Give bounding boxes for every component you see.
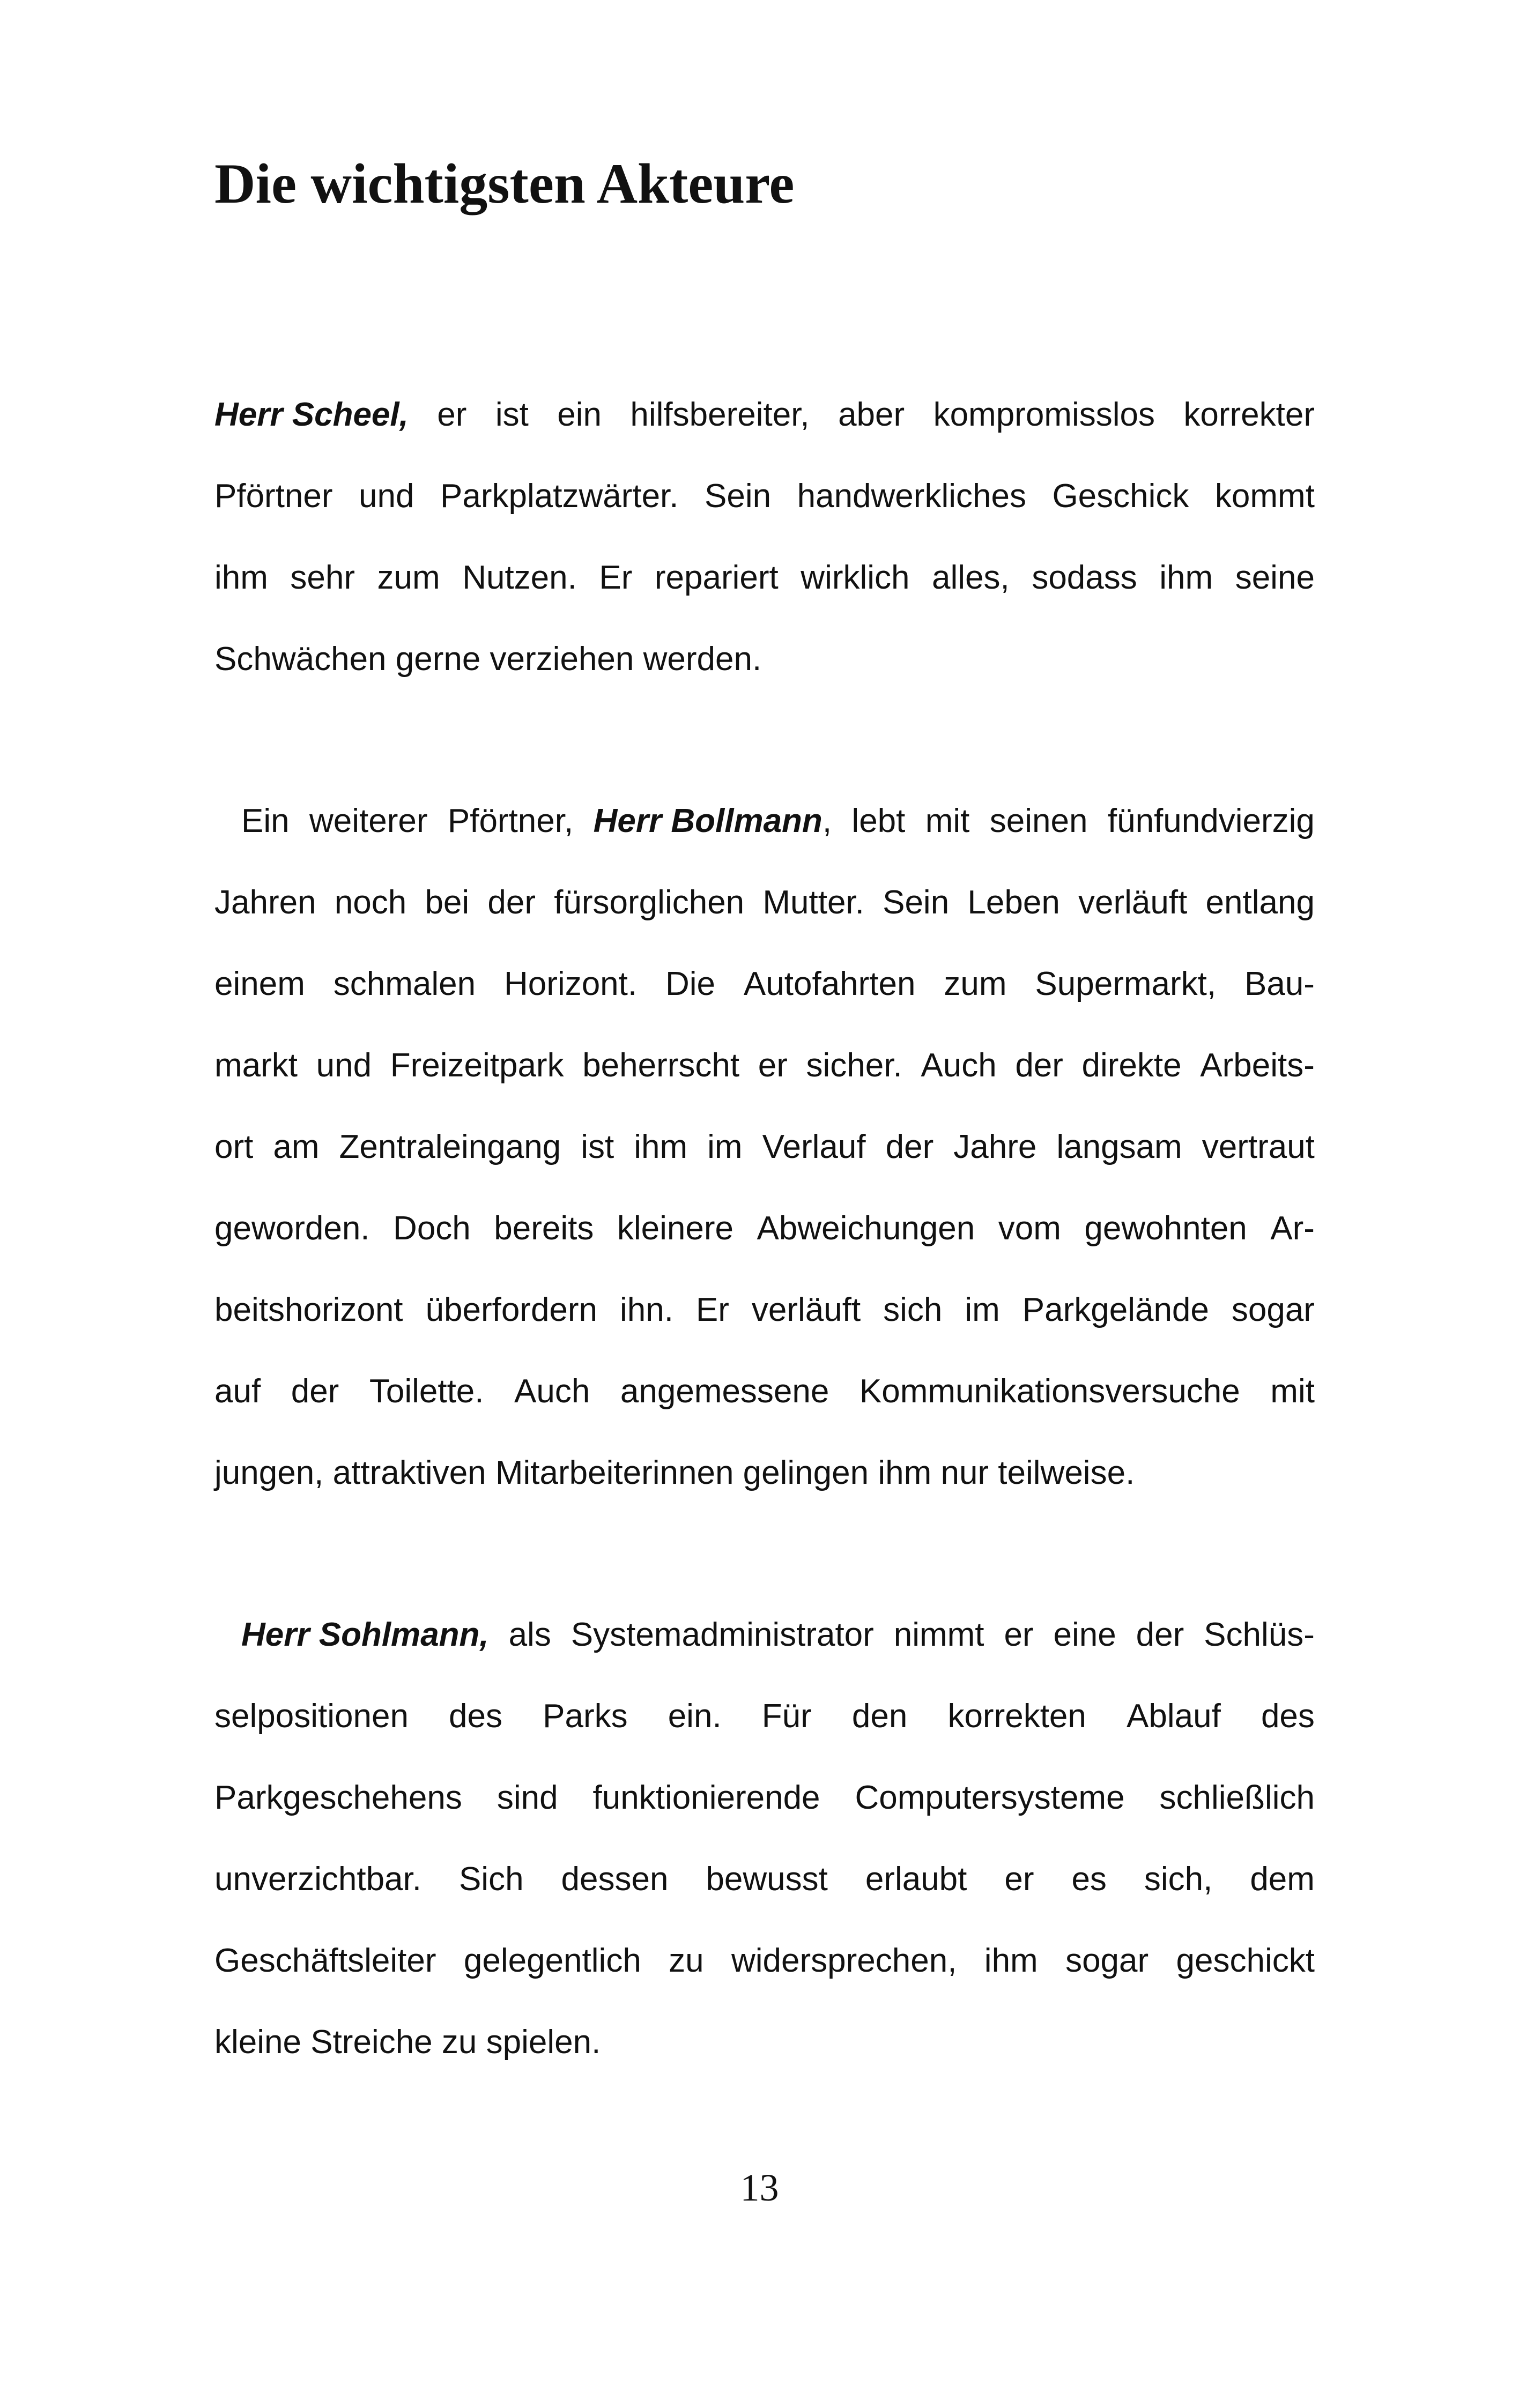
- word: ist: [581, 1128, 614, 1165]
- word: handwerkliches: [797, 477, 1026, 515]
- word: Pförtner,: [447, 802, 574, 839]
- page-title: Die wichtigsten Akteure: [214, 152, 795, 215]
- line-text: jungen, attraktiven Mitarbeiterinnen gelingen ihm nur teilweise.: [214, 1454, 1135, 1491]
- word: langsam: [1056, 1128, 1182, 1165]
- word: Ar-: [1270, 1209, 1315, 1247]
- word: der: [487, 883, 536, 921]
- word: ist: [495, 396, 529, 433]
- word: Parkplatzwärter.: [440, 477, 679, 515]
- word: Parkgeschehens: [214, 1779, 462, 1816]
- word: Auch: [514, 1372, 590, 1410]
- word: nimmt: [893, 1616, 984, 1653]
- word: er: [1004, 1860, 1034, 1898]
- word: sind: [497, 1779, 558, 1816]
- text-line: [214, 1920, 1315, 2001]
- word: funktionierende: [592, 1779, 820, 1816]
- word: den: [851, 1697, 908, 1735]
- word: vom: [998, 1209, 1061, 1247]
- word: ein: [557, 396, 602, 433]
- word: beitshorizont: [214, 1291, 403, 1328]
- word: Mutter.: [762, 883, 864, 921]
- word: Ablauf: [1127, 1697, 1221, 1735]
- word: es: [1071, 1860, 1107, 1898]
- word: Geschäftsleiter: [214, 1942, 436, 1979]
- word: ihm: [634, 1128, 688, 1165]
- text-line: [214, 943, 1315, 1024]
- word: schließlich: [1159, 1779, 1315, 1816]
- word: der: [291, 1372, 339, 1410]
- word: auf: [214, 1372, 261, 1410]
- word: entlang: [1205, 883, 1315, 921]
- word: dem: [1250, 1860, 1315, 1898]
- word: Sein: [705, 477, 772, 515]
- word: schmalen: [333, 965, 476, 1002]
- word: Nutzen.: [462, 559, 577, 596]
- word: Schlüs-: [1204, 1616, 1315, 1653]
- word: Jahren: [214, 883, 316, 921]
- text-line: [214, 1106, 1315, 1187]
- word: sogar: [1065, 1942, 1149, 1979]
- word: selpositionen: [214, 1697, 409, 1735]
- word: Autofahrten: [743, 965, 916, 1002]
- text-line: [214, 780, 1315, 861]
- word: Er: [599, 559, 633, 596]
- word: noch: [334, 883, 407, 921]
- word: hilfsbereiter,: [630, 396, 810, 433]
- word: ihn.: [620, 1291, 673, 1328]
- word: ihm: [214, 559, 268, 596]
- word: Ein: [241, 802, 290, 839]
- word: am: [273, 1128, 320, 1165]
- paragraph-herr-bollmann: [214, 780, 1315, 1513]
- word: vertraut: [1202, 1128, 1315, 1165]
- word: sodass: [1032, 559, 1137, 596]
- text-line: [214, 1024, 1315, 1106]
- word: einem: [214, 965, 305, 1002]
- text-line: [214, 1757, 1315, 1838]
- word: der: [1015, 1046, 1063, 1084]
- text-line: [214, 1432, 1315, 1513]
- word: unverzichtbar.: [214, 1860, 421, 1898]
- word: korrekten: [947, 1697, 1086, 1735]
- word: bei: [425, 883, 470, 921]
- word: zum: [377, 559, 440, 596]
- word: weiterer: [309, 802, 428, 839]
- word: aber: [838, 396, 905, 433]
- word: markt: [214, 1046, 298, 1084]
- word: ihm: [984, 1942, 1038, 1979]
- word: dessen: [561, 1860, 669, 1898]
- word: und: [316, 1046, 372, 1084]
- word: lebt: [851, 802, 906, 839]
- word: Toilette.: [369, 1372, 484, 1410]
- word: gewohnten: [1084, 1209, 1247, 1247]
- word: beherrscht: [582, 1046, 740, 1084]
- word: alles,: [932, 559, 1010, 596]
- word: Horizont.: [504, 965, 638, 1002]
- word: er: [758, 1046, 788, 1084]
- word: geschickt: [1176, 1942, 1315, 1979]
- text-line: [214, 861, 1315, 943]
- word: Zentraleingang: [339, 1128, 561, 1165]
- word: im: [965, 1291, 1000, 1328]
- text-line: [214, 374, 1315, 455]
- word: eine: [1053, 1616, 1116, 1653]
- word: Sich: [458, 1860, 524, 1898]
- word: Jahre: [953, 1128, 1037, 1165]
- word: ihm: [1159, 559, 1213, 596]
- word: Arbeits-: [1200, 1046, 1315, 1084]
- text-line: [214, 537, 1315, 618]
- paragraph-herr-scheel: [214, 374, 1315, 700]
- word: kompromisslos: [933, 396, 1155, 433]
- character-name: Herr Scheel,: [214, 396, 409, 433]
- paragraph-herr-sohlmann: [214, 1594, 1315, 2083]
- word: er: [437, 396, 467, 433]
- word: kommt: [1214, 477, 1315, 515]
- text-line: [214, 1187, 1315, 1269]
- word: korrekter: [1183, 396, 1315, 433]
- word: Für: [761, 1697, 812, 1735]
- word: überfordern: [425, 1291, 598, 1328]
- word: Die: [665, 965, 716, 1002]
- word: sehr: [290, 559, 355, 596]
- word: Abweichungen: [757, 1209, 975, 1247]
- text-line: [214, 2001, 1315, 2083]
- word: mit: [1270, 1372, 1315, 1410]
- word: bewusst: [706, 1860, 828, 1898]
- page-number: 13: [740, 2166, 779, 2209]
- character-name: Herr Bollmann: [593, 802, 823, 839]
- character-name: Herr Sohlmann,: [241, 1616, 489, 1653]
- word: ein.: [668, 1697, 722, 1735]
- word: im: [707, 1128, 743, 1165]
- word: Auch: [921, 1046, 997, 1084]
- text-line: [214, 1838, 1315, 1920]
- word: Bau-: [1244, 965, 1315, 1002]
- comma: ,: [822, 802, 832, 839]
- word: erlaubt: [865, 1860, 967, 1898]
- word: und: [359, 477, 414, 515]
- word: der: [885, 1128, 934, 1165]
- word: des: [449, 1697, 502, 1735]
- word: Freizeitpark: [390, 1046, 564, 1084]
- word: zum: [944, 965, 1007, 1002]
- word: des: [1261, 1697, 1315, 1735]
- word: widersprechen,: [731, 1942, 957, 1979]
- text-line: [214, 1675, 1315, 1757]
- word: Pförtner: [214, 477, 333, 515]
- word: Sein: [883, 883, 950, 921]
- word: repariert: [654, 559, 779, 596]
- text-line: [214, 455, 1315, 537]
- word: Parkgelände: [1022, 1291, 1209, 1328]
- word: kleinere: [617, 1209, 734, 1247]
- line-text: kleine Streiche zu spielen.: [214, 2023, 601, 2061]
- word: der: [1136, 1616, 1184, 1653]
- word: als: [508, 1616, 551, 1653]
- text-line: [214, 1269, 1315, 1350]
- word: zu: [669, 1942, 704, 1979]
- name-with-comma: [594, 802, 832, 840]
- word: verläuft: [1078, 883, 1188, 921]
- word: Er: [695, 1291, 729, 1328]
- word: sich,: [1144, 1860, 1213, 1898]
- word: Kommunikationsversuche: [859, 1372, 1240, 1410]
- word: geworden.: [214, 1209, 370, 1247]
- word: fünfundvierzig: [1107, 802, 1315, 839]
- word: seine: [1235, 559, 1315, 596]
- word: Computersysteme: [855, 1779, 1125, 1816]
- word: Verlauf: [762, 1128, 866, 1165]
- word: direkte: [1081, 1046, 1182, 1084]
- word: wirklich: [801, 559, 910, 596]
- word: ort: [214, 1128, 254, 1165]
- word: Supermarkt,: [1035, 965, 1217, 1002]
- text-line: [214, 618, 1315, 700]
- word: Parks: [543, 1697, 628, 1735]
- word: Systemadministrator: [570, 1616, 874, 1653]
- text-line: [214, 1350, 1315, 1432]
- word: verläuft: [751, 1291, 861, 1328]
- word: fürsorglichen: [554, 883, 745, 921]
- word: mit: [925, 802, 970, 839]
- word: Geschick: [1052, 477, 1189, 515]
- word: sich: [883, 1291, 943, 1328]
- word: Leben: [967, 883, 1060, 921]
- word: gelegentlich: [463, 1942, 641, 1979]
- word: sicher.: [806, 1046, 902, 1084]
- word: angemessene: [620, 1372, 829, 1410]
- word: bereits: [494, 1209, 594, 1247]
- word: seinen: [989, 802, 1088, 839]
- text-line: [214, 1594, 1315, 1675]
- word: sogar: [1231, 1291, 1315, 1328]
- word: er: [1004, 1616, 1034, 1653]
- line-text: Schwächen gerne verziehen werden.: [214, 640, 762, 678]
- word: Doch: [393, 1209, 471, 1247]
